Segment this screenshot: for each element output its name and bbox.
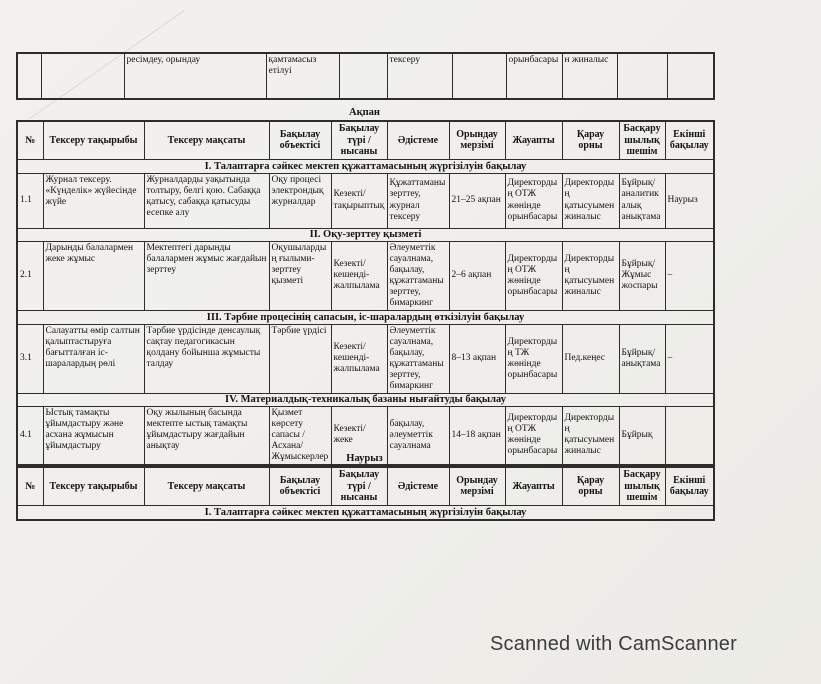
column-header-deadline: Орындау мерзімі [449, 121, 505, 159]
table-cell: Бұйрық/ Жұмыс жоспары [619, 241, 665, 310]
section-title: II. Оқу-зерттеу қызметі [17, 228, 714, 241]
column-header-type: Бақылау түрі / нысаны [331, 467, 387, 505]
table-cell: Директордың ОТЖ жөнінде орынбасары [505, 406, 562, 465]
column-header-responsible: Жауапты [505, 121, 562, 159]
section-title: IV. Материалдық-техникалық базаны нығайтуды бақылау [17, 393, 714, 406]
section-title: I. Талаптарға сәйкес мектеп құжаттамасының жүргізілуін бақылау [17, 159, 714, 173]
column-header-row [17, 467, 714, 505]
column-header-object: Бақылау объектісі [269, 121, 331, 159]
table-cell: Директордың қатысуымен жиналыс [562, 241, 619, 310]
table-cell: бақылау, әлеуметтік сауалнама [387, 406, 449, 465]
table-cell: Директордың ТЖ жөнінде орынбасары [505, 324, 562, 393]
table-cell: Пед.кеңес [562, 324, 619, 393]
column-header-number: № [17, 467, 43, 505]
column-header-review-place: Қарау орны [562, 121, 619, 159]
table-row [17, 241, 714, 310]
table-cell: Оқушылардың ғылыми-зерттеу қызметі [269, 241, 331, 310]
table-cell: 21–25 ақпан [449, 173, 505, 228]
column-header-object: Бақылау объектісі [269, 467, 331, 505]
table-cell: Дарынды балалармен жеке жұмыс [43, 241, 144, 310]
section-title-row [17, 310, 714, 324]
table-cell: тексеру [387, 53, 452, 99]
column-header-type: Бақылау түрі / нысаны [331, 121, 387, 159]
column-header-method: Әдістеме [387, 467, 449, 505]
column-header-review-place: Қарау орны [562, 467, 619, 505]
february-plan-table [16, 120, 715, 466]
column-header-method: Әдістеме [387, 121, 449, 159]
table-row [17, 324, 714, 393]
table-cell: Директордың қатысуымен жиналыс [562, 406, 619, 465]
table-cell [452, 53, 506, 99]
table-cell: Наурыз [665, 173, 714, 228]
carryover-table [16, 52, 715, 100]
table-cell: Тәрбие үрдісі [269, 324, 331, 393]
table-cell: ресімдеу, орындау [124, 53, 266, 99]
table-cell: 3.1 [17, 324, 43, 393]
table-cell: Директордың ОТЖ жөнінде орынбасары [505, 173, 562, 228]
column-header-second-control: Екінші бақылау [665, 121, 714, 159]
table-cell: Тәрбие үрдісінде денсаулық сақтау педагогикасын қолдану бойынша жұмысты талдау [144, 324, 269, 393]
section-title-row [17, 505, 714, 520]
table-cell: Журналдарды уақытында толтыру, белгі қою. Сабаққа қатысу, сабаққа қатысуды есепке алу [144, 173, 269, 228]
column-header-number: № [17, 121, 43, 159]
month-label-march: Наурыз [346, 453, 383, 464]
table-cell: Қызмет көрсету сапасы / Асхана/Жұмыскерлер [269, 406, 331, 465]
table-row [17, 173, 714, 228]
table-cell: 4.1 [17, 406, 43, 465]
section-title-row [17, 228, 714, 241]
table-cell [41, 53, 124, 99]
column-header-deadline: Орындау мерзімі [449, 467, 505, 505]
table-cell: Салауатты өмір салтын қалыптастыруға бағытталған іс-шаралардың рөлі [43, 324, 144, 393]
section-title-row [17, 159, 714, 173]
column-header-topic: Тексеру тақырыбы [43, 121, 144, 159]
table-cell: 1.1 [17, 173, 43, 228]
section-title: I. Талаптарға сәйкес мектеп құжаттамасының жүргізілуін бақылау [17, 505, 714, 520]
table-cell: 14–18 ақпан [449, 406, 505, 465]
table-cell: Ыстық тамақты ұйымдастыру және асхана жұмысын ұйымдастыру [43, 406, 144, 465]
section-title-row [17, 393, 714, 406]
table-cell: Мектептегі дарынды балалармен жұмыс жағдайын зерттеу [144, 241, 269, 310]
table-cell: 2.1 [17, 241, 43, 310]
column-header-topic: Тексеру тақырыбы [43, 467, 144, 505]
table-cell: Кезекті/ кешенді-жалпылама [331, 241, 387, 310]
table-cell: Кезекті/тақырыптық [331, 173, 387, 228]
table-cell [339, 53, 387, 99]
table-cell: 8–13 ақпан [449, 324, 505, 393]
table-cell [17, 53, 41, 99]
column-header-purpose: Тексеру мақсаты [144, 467, 269, 505]
table-cell: 2–6 ақпан [449, 241, 505, 310]
column-header-decision: Басқарушылық шешім [619, 467, 665, 505]
table-cell: Әлеуметтік сауалнама, бақылау, құжаттаманы зерттеу, бимаркинг [387, 324, 449, 393]
column-header-purpose: Тексеру мақсаты [144, 121, 269, 159]
carryover-row [17, 53, 714, 99]
table-cell: Бұйрық [619, 406, 665, 465]
table-cell: қамтамасыз етілуі [266, 53, 339, 99]
section-title: III. Тәрбие процесінің сапасын, іс-шаралардың өткізілуін бақылау [17, 310, 714, 324]
table-cell: Оқу жылының басында мектепте ыстық тамақты ұйымдастыру жағдайын анықтау [144, 406, 269, 465]
column-header-responsible: Жауапты [505, 467, 562, 505]
column-header-decision: Басқарушылық шешім [619, 121, 665, 159]
table-cell [617, 53, 667, 99]
table-cell: н жиналыс [562, 53, 617, 99]
table-cell: Бұйрық/ анықтама [619, 324, 665, 393]
table-cell: Бұйрық/ аналитикалық анықтама [619, 173, 665, 228]
table-cell: Кезекті/жеке [331, 406, 387, 465]
month-label-february: Ақпан [349, 107, 380, 118]
column-header-row [17, 121, 714, 159]
table-cell: Әлеуметтік сауалнама, бақылау, құжаттаманы зерттеу, бимаркинг [387, 241, 449, 310]
table-cell: – [665, 241, 714, 310]
table-cell [667, 53, 714, 99]
table-cell: Оқу процесі электрондық журналдар [269, 173, 331, 228]
column-header-second-control: Екінші бақылау [665, 467, 714, 505]
table-cell: Құжаттаманы зерттеу, журнал тексеру [387, 173, 449, 228]
table-cell: – [665, 324, 714, 393]
table-cell: Кезекті/ кешенді-жалпылама [331, 324, 387, 393]
table-cell: орынбасары [506, 53, 562, 99]
camscanner-watermark: Scanned with CamScanner [490, 633, 737, 655]
march-plan-table [16, 466, 715, 521]
table-cell: Директордың ОТЖ жөнінде орынбасары [505, 241, 562, 310]
table-cell: Журнал тексеру. «Күнделік» жүйесінде жүйе [43, 173, 144, 228]
table-cell: Директордың қатысуымен жиналыс [562, 173, 619, 228]
